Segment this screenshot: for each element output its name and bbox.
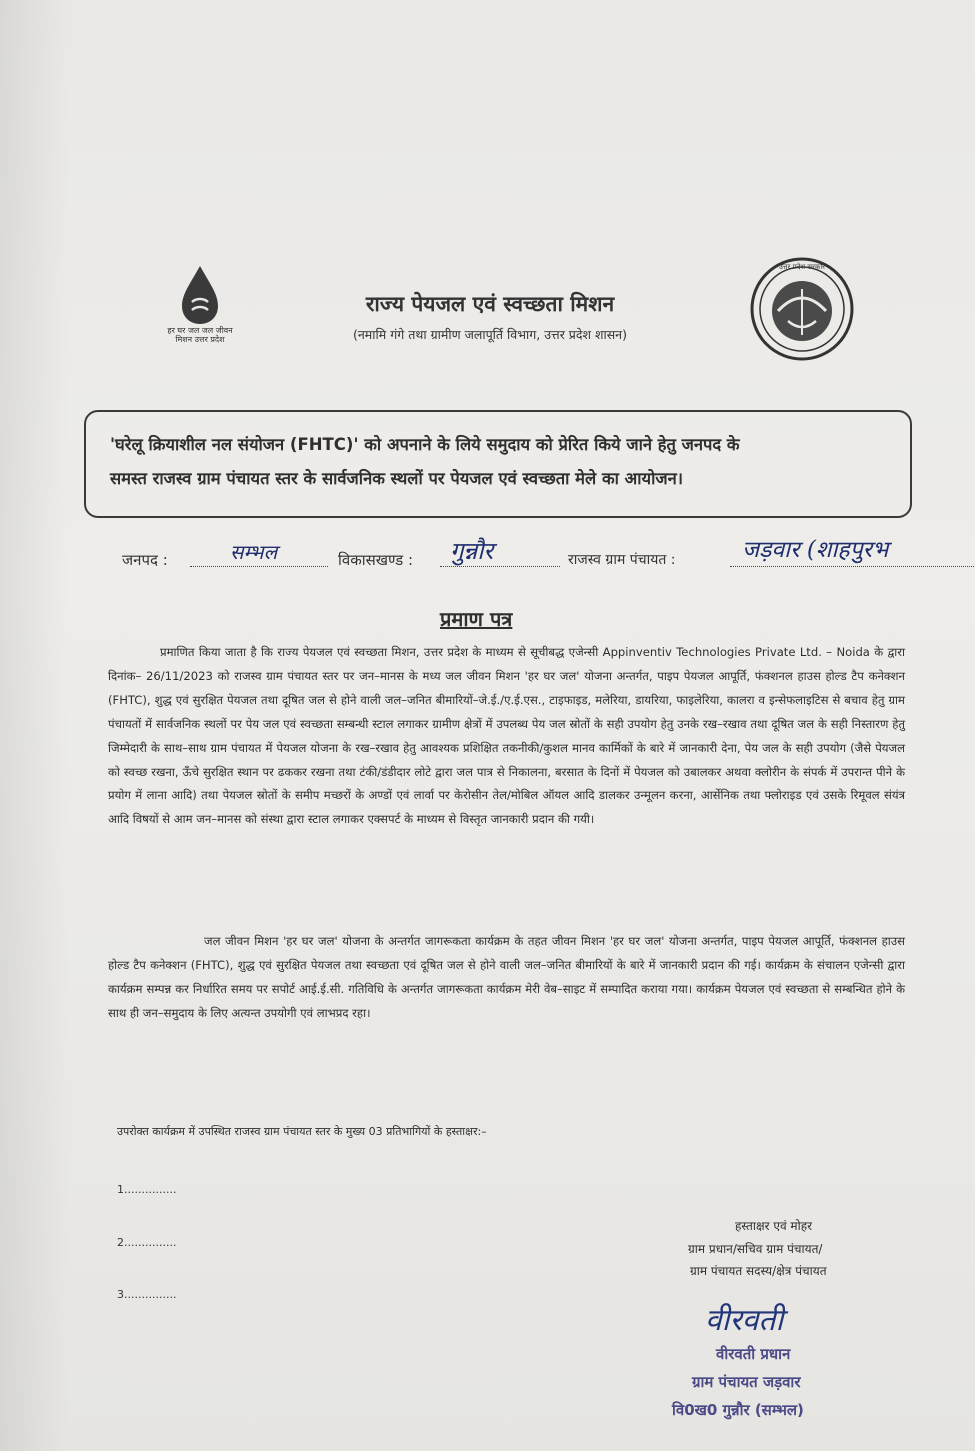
panchayat-label: राजस्व ग्राम पंचायत :	[568, 552, 676, 568]
mission-subtitle: (नमामि गंगे तथा ग्रामीण जलापूर्ति विभाग, उत्तर प्रदेश शासन)	[352, 327, 627, 342]
participant-signature-1: 1...............	[117, 1183, 177, 1196]
seal-line-1: वीरवती प्रधान	[716, 1345, 791, 1363]
event-banner	[84, 410, 912, 518]
banner-line-1: 'घरेलू क्रियाशील नल संयोजन (FHTC)' को अपनाने के लिये समुदाय को प्रेरित किये जाने हेतु जनपद के	[110, 435, 740, 454]
district-value: सम्भल	[230, 540, 278, 564]
panchayat-value: जड़वार (शाहपुरभ	[742, 537, 889, 563]
up-government-emblem	[748, 255, 856, 363]
location-fields	[122, 537, 975, 580]
block-value: गुन्नौर	[450, 537, 494, 565]
signatory-roles-line-2: ग्राम पंचायत सदस्य/क्षेत्र पंचायत	[690, 1264, 827, 1278]
logo-caption: हर घर जल जल जीवन मिशन उत्तर प्रदेश	[167, 326, 233, 344]
participants-note: उपरोक्त कार्यक्रम में उपस्थित राजस्व ग्राम पंचायत स्तर के मुख्य 03 प्रतिभागियों के हस्ताक्षर:–	[117, 1125, 487, 1138]
banner-line-2: समस्त राजस्व ग्राम पंचायत स्तर के सार्वजनिक स्थलों पर पेयजल एवं स्वच्छता मेले का आयोजन।	[110, 469, 684, 488]
signatory-roles-line-1: ग्राम प्रधान/सचिव ग्राम पंचायत/	[688, 1242, 823, 1256]
block-label: विकासखण्ड :	[338, 551, 414, 569]
mission-title: राज्य पेयजल एवं स्वच्छता मिशन	[365, 292, 615, 316]
sign-and-seal-label: हस्ताक्षर एवं मोहर	[735, 1219, 813, 1233]
district-label: जनपद :	[122, 551, 168, 569]
page-shadow	[0, 0, 70, 1451]
seal-line-3: वि0ख0 गुन्नौर (सम्भल)	[672, 1401, 804, 1419]
seal-line-2: ग्राम पंचायत जड़वार	[692, 1373, 801, 1391]
emblem-caption: उत्तर प्रदेश सरकार	[778, 263, 826, 271]
certificate-title: प्रमाण पत्र	[440, 607, 513, 631]
jal-jeevan-mission-logo	[160, 262, 240, 354]
certificate-paragraph-2: जल जीवन मिशन 'हर घर जल' योजना के अन्तर्गत जागरूकता कार्यक्रम के तहत जीवन मिशन 'हर घर जल' योजना अन्तर्गत, पाइप पेयजल आपूर्ति, फंक्शनल हाउस होल्ड टैप कनेक्शन (FHTC), शुद्ध एवं सुरक्षित पेयजल तथा स्वच्छता एवं दूषित जल से होने वाली जल–जनित बीमारियों के बारे में जानकारी प्रदान की गई। कार्यक्रम के संचालन एजेन्सी द्वारा कार्यक्रम सम्पन्न कर निर्धारित समय पर सपोर्ट आई.ई.सी. गतिविधि के अन्तर्गत जागरूकता कार्यक्रम मेरी वेब–साइट में सम्पादित कराया गया। कार्यक्रम पेयजल एवं स्वच्छता से सम्बन्धित होने के साथ ही जन–समुदाय के लिए अत्यन्त उपयोगी एवं लाभप्रद रहा।	[108, 934, 905, 1020]
participant-signature-3: 3...............	[117, 1288, 177, 1301]
participant-signature-2: 2...............	[117, 1236, 177, 1249]
certificate-paragraph-1: प्रमाणित किया जाता है कि राज्य पेयजल एवं स्वच्छता मिशन, उत्तर प्रदेश के माध्यम से सूचीबद्ध एजेन्सी Appinventiv Technologies Private Ltd. – Noida के द्वारा दिनांक– 26/11/2023 को राजस्व ग्राम पंचायत स्तर पर जन–मानस के मध्य जल जीवन मिशन 'हर घर जल' योजना अन्तर्गत, पाइप पेयजल आपूर्ति, फंक्शनल हाउस होल्ड टैप कनेक्शन (FHTC), शुद्ध एवं सुरक्षित पेयजल तथा दूषित जल से होने वाली जल–जनित बीमारियों–जे.ई./ए.ई.एस., टाइफाइड, मलेरिया, डायरिया, फाइलेरिया, कालरा व इन्सेफलाइटिस से बचाव हेतु ग्राम पंचायतों में सार्वजनिक स्थलों पर पेय जल एवं स्वच्छता सम्बन्धी स्टाल लगाकर ग्रामीण क्षेत्रों में उपलब्ध पेय जल स्रोतों के सही उपयोग हेतु उनके रख–रखाव तथा दूषित जल के सही निस्तारण हेतु जिम्मेदारी के साथ–साथ ग्राम पंचायत में पेयजल योजना के रख–रखाव हेतु आवश्यक प्रशिक्षित तकनीकी/कुशल मानव कार्मिकों के बारे में जानकारी देना, पेय जल के सही उपयोग (जैसे पेयजल को स्वच्छ रखना, ऊँचे सुरक्षित स्थान पर ढककर रखना तथा टंकी/डंडीदार लोटे द्वारा जल पात्र से निकालना, बरसात के दिनों में पेयजल को उबालकर अथवा क्लोरीन के संपर्क में उपरान्त पीने के प्रयोग में लाना आदि) तथा पेयजल स्रोतों के समीप मच्छरों के अण्डों एवं लार्वा पर केरोसीन तेल/मोबिल ऑयल आदि डालकर उन्मूलन करना, आर्सेनिक तथा फ्लोराइड एवं उसके रिमूवल संयंत्र आदि विषयों से आम जन–मानस को संस्था द्वारा स्टाल लगाकर एक्सपर्ट के माध्यम से विस्तृत जानकारी प्रदान की गयी।	[108, 645, 905, 827]
handwritten-signature: वीरवती	[705, 1303, 784, 1338]
